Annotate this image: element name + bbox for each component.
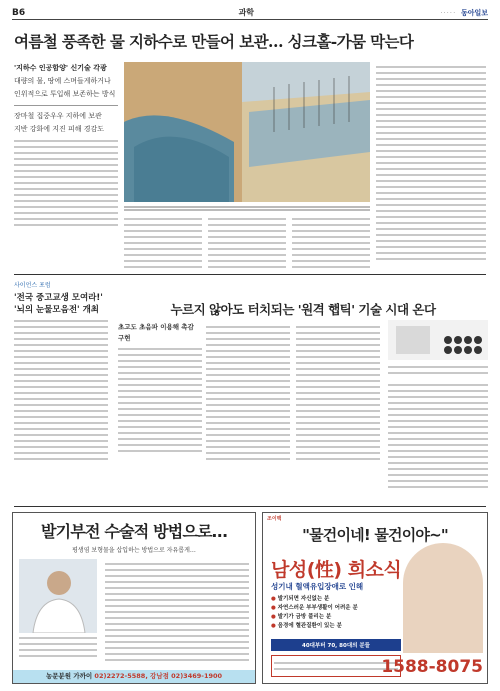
- footer-phone: 02)2272-5588, 강남점 02)3469-1900: [94, 672, 223, 680]
- lead-column: [14, 62, 118, 230]
- ad-title: 발기부전 수술적 방법으로…: [41, 522, 227, 541]
- ad-subtitle: 평생염 보형물을 삽입하는 방법으로 자유롭게…: [72, 547, 196, 554]
- divider: [14, 105, 118, 106]
- page-number: B6: [12, 7, 26, 18]
- second-subhead: 초고도 초음파 이용해 촉감 구현: [118, 323, 194, 342]
- list-item: ● 발기가 금방 풀리는 분: [271, 614, 332, 620]
- article-body-text: [14, 140, 118, 226]
- ad-subheading: 성기내 혈액유입장애로 인해: [271, 582, 364, 591]
- text-column: [292, 214, 370, 272]
- doctor-photo: [19, 559, 97, 633]
- lead-line: 장마철 집중우우 지하에 보관: [14, 112, 102, 120]
- model-photo: [403, 543, 483, 653]
- footer-label: 농문분원 가까이: [45, 672, 93, 680]
- ad-title: "물건이네! 물건이야~": [302, 526, 448, 544]
- ad-body-text: [105, 559, 249, 665]
- lead-line: 인위적으로 투입해 보존하는 방식: [14, 90, 116, 98]
- ad-title-large: 남성(性) 희소식: [271, 559, 402, 581]
- article-body-text: [388, 380, 488, 492]
- ad-benefit-list: [271, 595, 401, 631]
- article-photo: [124, 62, 370, 202]
- photo-caption: [124, 205, 370, 211]
- text-column: [208, 214, 286, 272]
- issue-info: · · · · ·: [440, 9, 455, 16]
- section-label: 과학: [238, 8, 255, 17]
- sidebar-title: '전국 중고교생 모여라!' '뇌의 눈물모음전' 개최: [14, 293, 103, 315]
- ad-divider: [14, 506, 486, 507]
- top-headline: 여름철 풍족한 물 지하수로 만들어 보관… 싱크홀-가뭄 막는다: [14, 32, 414, 51]
- lead-line: 지반 강화에 지진 피해 경감도: [14, 125, 105, 133]
- sidebar-kicker: 사이언스 포럼: [14, 282, 51, 289]
- second-headline: 누르지 않아도 터치되는 '원격 햅틱' 기술 시대 온다: [170, 302, 436, 317]
- lead-line: '지하수 인공함양' 신기술 각광: [14, 64, 107, 72]
- clinic-ad: [12, 512, 256, 684]
- list-item: ● 발기되면 자신없는 분: [271, 596, 330, 602]
- article-body-text: [296, 322, 380, 464]
- article-body-text: [376, 62, 486, 264]
- ad-band: 40대부터 70, 80대의 분들: [271, 639, 401, 651]
- second-subhead-column: [118, 322, 202, 456]
- product-ad: [262, 512, 488, 684]
- article-body-columns: [124, 214, 370, 272]
- list-item: ● 음경에 혈관질환이 있는 분: [271, 623, 342, 629]
- ad-phone: 1588-8075: [381, 657, 483, 677]
- haptic-device-photo: [388, 320, 488, 360]
- lead-line: 대량의 물, 땅에 스며들게하거나: [14, 77, 111, 85]
- newspaper-logo: 동아일보: [460, 7, 488, 17]
- text-column: [124, 214, 202, 272]
- sidebar-body: [14, 320, 108, 460]
- ad-brand: 조이맥: [267, 516, 282, 522]
- article-body-text: [206, 322, 290, 464]
- page-header: [12, 6, 488, 20]
- article-body-text: [118, 348, 202, 452]
- sidebar-notice: [14, 278, 108, 498]
- list-item: ● 자연스러운 부부생활이 어려운 분: [271, 605, 358, 611]
- section-divider: [14, 274, 486, 275]
- ad-footer: [13, 670, 255, 683]
- photo-caption: [388, 362, 488, 378]
- doctor-credentials: [19, 633, 97, 661]
